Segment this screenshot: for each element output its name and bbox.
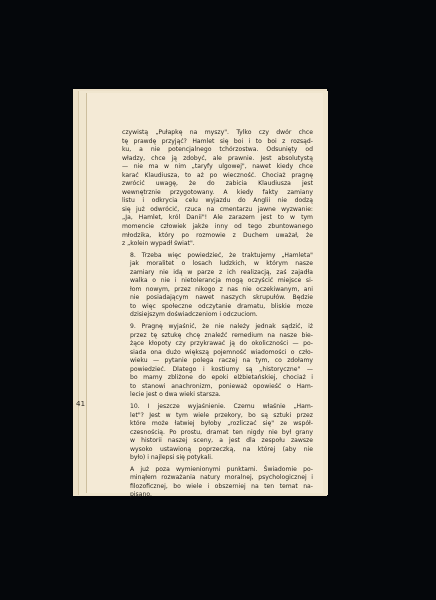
text-line: to więc społeczne odczytanie dramatu, bliskie moze	[130, 302, 313, 310]
paragraph-p11	[122, 466, 313, 500]
text-line: powiedzieć. Dlatego i kostiumy są „historyczne" —	[130, 365, 313, 373]
text-line: czesnością. Po prostu, dramat ten nigdy nie był grany	[130, 428, 313, 436]
text-line: nie posiadającym nawet naszych skrupułów. Będzie	[130, 294, 313, 302]
text-line: pisano.	[130, 491, 152, 499]
text-line: się już odwrócić, rzuca na cmentarzu jawne wyzwanie:	[122, 205, 313, 213]
text-line: to stanowi anachronizm, ponieważ opowieść o Ham-	[130, 382, 313, 390]
text-line: walka o nie i nietolerancja mogą oczyścić miejsce si-	[130, 277, 313, 285]
text-line: — nie ma w nim „taryfy ulgowej", nawet kiedy chce	[122, 163, 313, 171]
text-line: które może łatwiej byłoby „rozliczać się" ze współ-	[130, 420, 313, 428]
paragraph-p10	[122, 403, 313, 463]
text-line: A już poza wymienionymi punktami. Świadomie po-	[130, 465, 313, 473]
text-line: młodzika, który po rozmowie z Duchem uważał, że	[122, 231, 313, 239]
paragraph-p1	[122, 129, 313, 249]
book-page	[86, 93, 323, 499]
text-line: wieku — pytanie polega raczej na tym, co zdołamy	[130, 357, 313, 365]
text-line: wewnętrznie przygotowany. A kiedy fakty zamiany	[122, 188, 313, 196]
paragraph-p9	[122, 323, 313, 400]
text-line: karać Klaudiusza, to aż po wieczność. Chociaż pragnę	[122, 171, 313, 179]
text-line: „Ja, Hamlet, król Danii"! Ale zarazem jest to w tym	[122, 214, 313, 222]
text-line: listu i odkrycia celu wyjazdu do Anglii nie dodzą	[122, 197, 313, 205]
page-number: 41	[76, 400, 86, 408]
text-line: siada ona dużo większą pojemność wiadomości o czło-	[130, 348, 313, 356]
text-line: tę prawdę przyjąć? Hamlet się boi i to boi z rozsąd-	[122, 137, 313, 145]
paragraph-p8	[122, 252, 313, 320]
text-line: let"? Jest w tym wiele przekory, bo są sztuki przez	[130, 411, 313, 419]
text-line: zamiary nie idą w parze z ich realizacją, zaś zajadła	[130, 268, 313, 276]
text-line: minąłem rozważania natury moralnej, psychologicznej i	[130, 474, 313, 482]
text-line: zwrócić uwagę, że do zabicia Klaudiusza jest	[122, 180, 313, 188]
text-line: dzisiejszym doświadczeniom i odczuciom.	[130, 311, 258, 319]
text-line: bo mamy zbliżone do epoki elżbietańskiej, chociaż i	[130, 374, 313, 382]
text-line: 9. Pragnę wyjaśnić, że nie należy jednak sądzić, iż	[130, 323, 313, 331]
text-line: wysoko ustawioną poprzeczką, na której (aby nie	[130, 445, 313, 453]
page-text	[122, 129, 313, 500]
text-line: przez tę sztukę chcę znaleźć remedium na nasze bie-	[130, 331, 313, 339]
text-line: z „kolein wypadł świat".	[122, 240, 195, 248]
text-line: 10. I jeszcze wyjaśnienie. Czemu właśnie „Ham-	[130, 402, 313, 410]
text-line: w historii naszej sceny, a jest dla zespołu zawsze	[130, 437, 313, 445]
text-line: było) i najlepsi się potykali.	[130, 454, 213, 462]
text-line: lecie jest o dwa wieki starsza.	[130, 391, 221, 399]
text-line: ku, a nie potencjalnego tchórzostwa. Odsunięty od	[122, 146, 313, 154]
text-line: 8. Trzeba więc powiedzieć, że traktujemy „Hamleta"	[130, 251, 313, 259]
text-line: żące kłopoty czy przykrawać ją do okoliczności — po-	[130, 340, 313, 348]
text-line: łom nowym, przez nikogo z nas nie oczekiwanym, ani	[130, 285, 313, 293]
text-line: władzy, chce ją zdobyć, ale prawnie. Jest absolutystą	[122, 154, 313, 162]
text-line: momencie człowiek jakże inny od tego zbuntowanego	[122, 223, 313, 231]
text-line: filozoficznej, bo wiele i obszerniej na ten temat na-	[130, 482, 313, 490]
text-line: czywistą „Pułapkę na myszy". Tylko czy dwór chce	[122, 129, 313, 136]
text-line: jak moralitet o losach ludzkich, w którym nasze	[130, 260, 313, 268]
